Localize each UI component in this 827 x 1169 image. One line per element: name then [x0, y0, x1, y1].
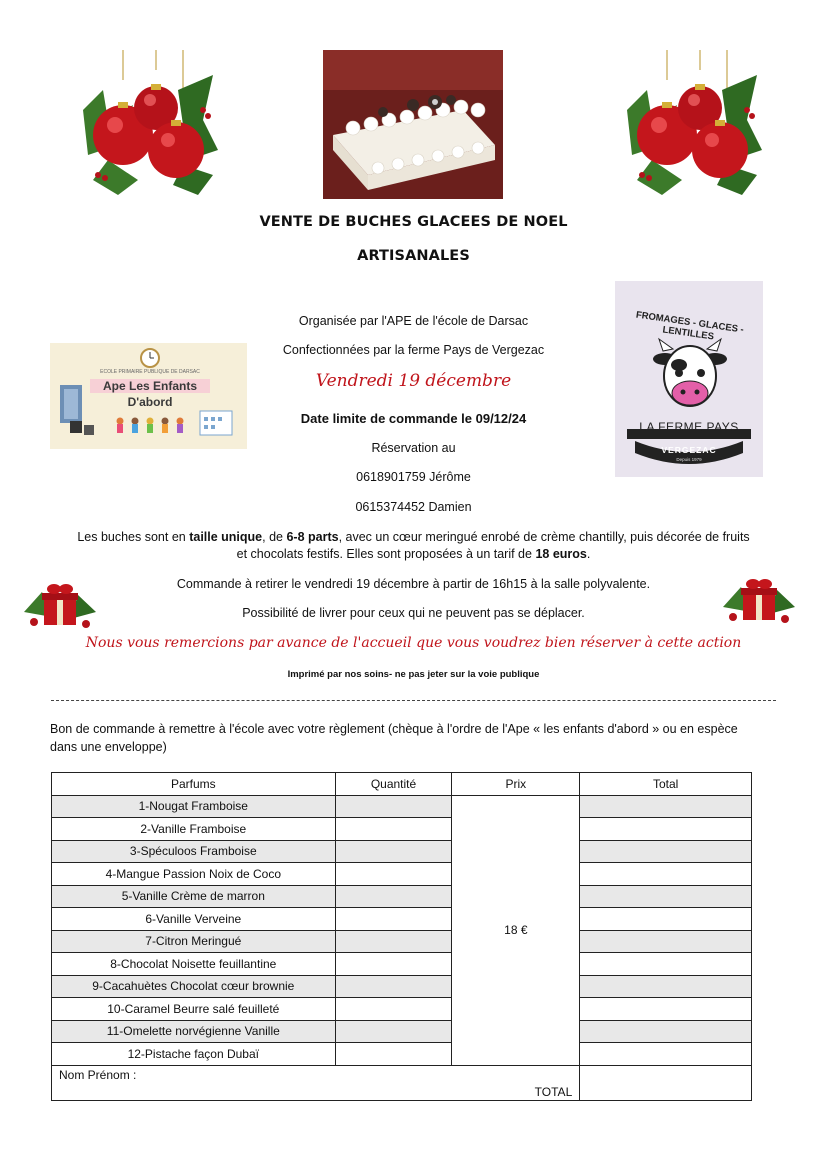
- quantity-cell[interactable]: [335, 1020, 452, 1043]
- ape-logo-line2: D'abord: [127, 395, 173, 409]
- christmas-ornaments-right-icon: [622, 50, 767, 200]
- quantity-cell[interactable]: [335, 840, 452, 863]
- header-total: Total: [580, 773, 752, 796]
- flavour-cell: 10-Caramel Beurre salé feuilleté: [52, 998, 336, 1021]
- flavour-cell: 1-Nougat Framboise: [52, 795, 336, 818]
- flavour-cell: 8-Chocolat Noisette feuillantine: [52, 953, 336, 976]
- table-row: [52, 818, 752, 841]
- name-total-row: [52, 1065, 752, 1100]
- ape-logo-line1: Ape Les Enfants: [90, 379, 210, 393]
- description-paragraph: [0, 529, 827, 563]
- printed-note: Imprimé par nos soins- ne pas jeter sur la voie publique: [287, 669, 540, 680]
- christmas-gift-left-icon: [22, 567, 98, 633]
- table-row: [52, 998, 752, 1021]
- quantity-cell[interactable]: [335, 795, 452, 818]
- table-row: [52, 908, 752, 931]
- total-label: TOTAL: [534, 1084, 573, 1099]
- flavour-cell: 9-Cacahuètes Chocolat cœur brownie: [52, 975, 336, 998]
- made-by: Confectionnées par la ferme Pays de Vergezac: [282, 343, 545, 357]
- price-cell: 18 €: [452, 795, 580, 1065]
- name-field[interactable]: [52, 1065, 580, 1100]
- ferme-logo-line1: LA FERME PAYS: [639, 420, 739, 434]
- table-row: [52, 863, 752, 886]
- desc-parts: 6-8 parts: [286, 530, 339, 544]
- table-row: [52, 1043, 752, 1066]
- sale-date: Vendredi 19 décembre: [315, 371, 512, 391]
- cut-line: [51, 700, 776, 701]
- header-prix: Prix: [452, 773, 580, 796]
- flavour-cell: 2-Vanille Framboise: [52, 818, 336, 841]
- quantity-cell[interactable]: [335, 930, 452, 953]
- quantity-cell[interactable]: [335, 863, 452, 886]
- flavour-cell: 7-Citron Meringué: [52, 930, 336, 953]
- flavour-cell: 6-Vanille Verveine: [52, 908, 336, 931]
- christmas-ornaments-left-icon: [78, 50, 223, 200]
- table-row: [52, 975, 752, 998]
- total-cell[interactable]: [580, 1043, 752, 1066]
- total-cell[interactable]: [580, 998, 752, 1021]
- ape-logo: [50, 343, 247, 449]
- flavour-cell: 4-Mangue Passion Noix de Coco: [52, 863, 336, 886]
- header-quantite: Quantité: [335, 773, 452, 796]
- header-parfums: Parfums: [52, 773, 336, 796]
- table-row: [52, 885, 752, 908]
- flavour-cell: 5-Vanille Crème de marron: [52, 885, 336, 908]
- desc-price: 18 euros: [535, 547, 587, 561]
- phone-2: 0615374452 Damien: [355, 500, 472, 514]
- buche-photo: [323, 50, 503, 199]
- flavour-cell: 12-Pistache façon Dubaï: [52, 1043, 336, 1066]
- delivery-info: Possibilité de livrer pour ceux qui ne peuvent pas se déplacer.: [242, 606, 585, 620]
- total-cell[interactable]: [580, 863, 752, 886]
- total-cell[interactable]: [580, 818, 752, 841]
- quantity-cell[interactable]: [335, 908, 452, 931]
- order-deadline: Date limite de commande le 09/12/24: [300, 411, 527, 426]
- desc-part: et chocolats festifs. Elles sont proposées à un tarif de: [236, 547, 536, 561]
- christmas-gift-right-icon: [721, 562, 797, 628]
- reservation-label: Réservation au: [371, 441, 456, 455]
- desc-part: Les buches sont en: [77, 530, 190, 544]
- thanks-message: Nous vous remercions par avance de l'accueil que vous voudrez bien réserver à cette action: [85, 635, 742, 651]
- ferme-logo-since: Depuis 1979: [676, 457, 702, 462]
- flavour-cell: 11-Omelette norvégienne Vanille: [52, 1020, 336, 1043]
- phone-1: 0618901759 Jérôme: [356, 470, 471, 484]
- quantity-cell[interactable]: [335, 885, 452, 908]
- quantity-cell[interactable]: [335, 998, 452, 1021]
- ferme-logo-arc-text: FROMAGES - GLACES - LENTILLES: [635, 309, 745, 343]
- page-subtitle: ARTISANALES: [357, 248, 470, 264]
- quantity-cell[interactable]: [335, 818, 452, 841]
- total-cell[interactable]: [580, 885, 752, 908]
- ape-logo-top-text: ECOLE PRIMAIRE PUBLIQUE DE DARSAC: [100, 369, 200, 375]
- table-row: [52, 795, 752, 818]
- order-form-intro: Bon de commande à remettre à l'école avec votre règlement (chèque à l'ordre de l'Ape « les enfants d'abord » ou en espèce dans une enveloppe): [50, 722, 738, 754]
- desc-size: taille unique: [189, 530, 263, 544]
- page-title: VENTE DE BUCHES GLACEES DE NOEL: [259, 214, 568, 230]
- total-cell[interactable]: [580, 908, 752, 931]
- organised-by: Organisée par l'APE de l'école de Darsac: [298, 314, 529, 328]
- table-row: [52, 930, 752, 953]
- table-header-row: [52, 773, 752, 796]
- total-cell[interactable]: [580, 840, 752, 863]
- total-cell[interactable]: [580, 953, 752, 976]
- grand-total-cell[interactable]: [580, 1065, 752, 1100]
- table-row: [52, 840, 752, 863]
- table-row: [52, 953, 752, 976]
- total-cell[interactable]: [580, 795, 752, 818]
- table-row: [52, 1020, 752, 1043]
- flavour-cell: 3-Spéculoos Framboise: [52, 840, 336, 863]
- quantity-cell[interactable]: [335, 953, 452, 976]
- order-table: [51, 772, 752, 1101]
- desc-part: .: [586, 547, 591, 561]
- name-label: Nom Prénom :: [59, 1067, 137, 1082]
- pickup-info: Commande à retirer le vendredi 19 décembre à partir de 16h15 à la salle polyvalente.: [176, 577, 651, 591]
- ferme-logo-line2: VERGEZAC: [661, 445, 717, 455]
- total-cell[interactable]: [580, 975, 752, 998]
- desc-part: , de: [262, 530, 287, 544]
- quantity-cell[interactable]: [335, 975, 452, 998]
- total-cell[interactable]: [580, 1020, 752, 1043]
- total-cell[interactable]: [580, 930, 752, 953]
- desc-part: , avec un cœur meringué enrobé de crème chantilly, puis décorée de fruits: [338, 530, 750, 544]
- quantity-cell[interactable]: [335, 1043, 452, 1066]
